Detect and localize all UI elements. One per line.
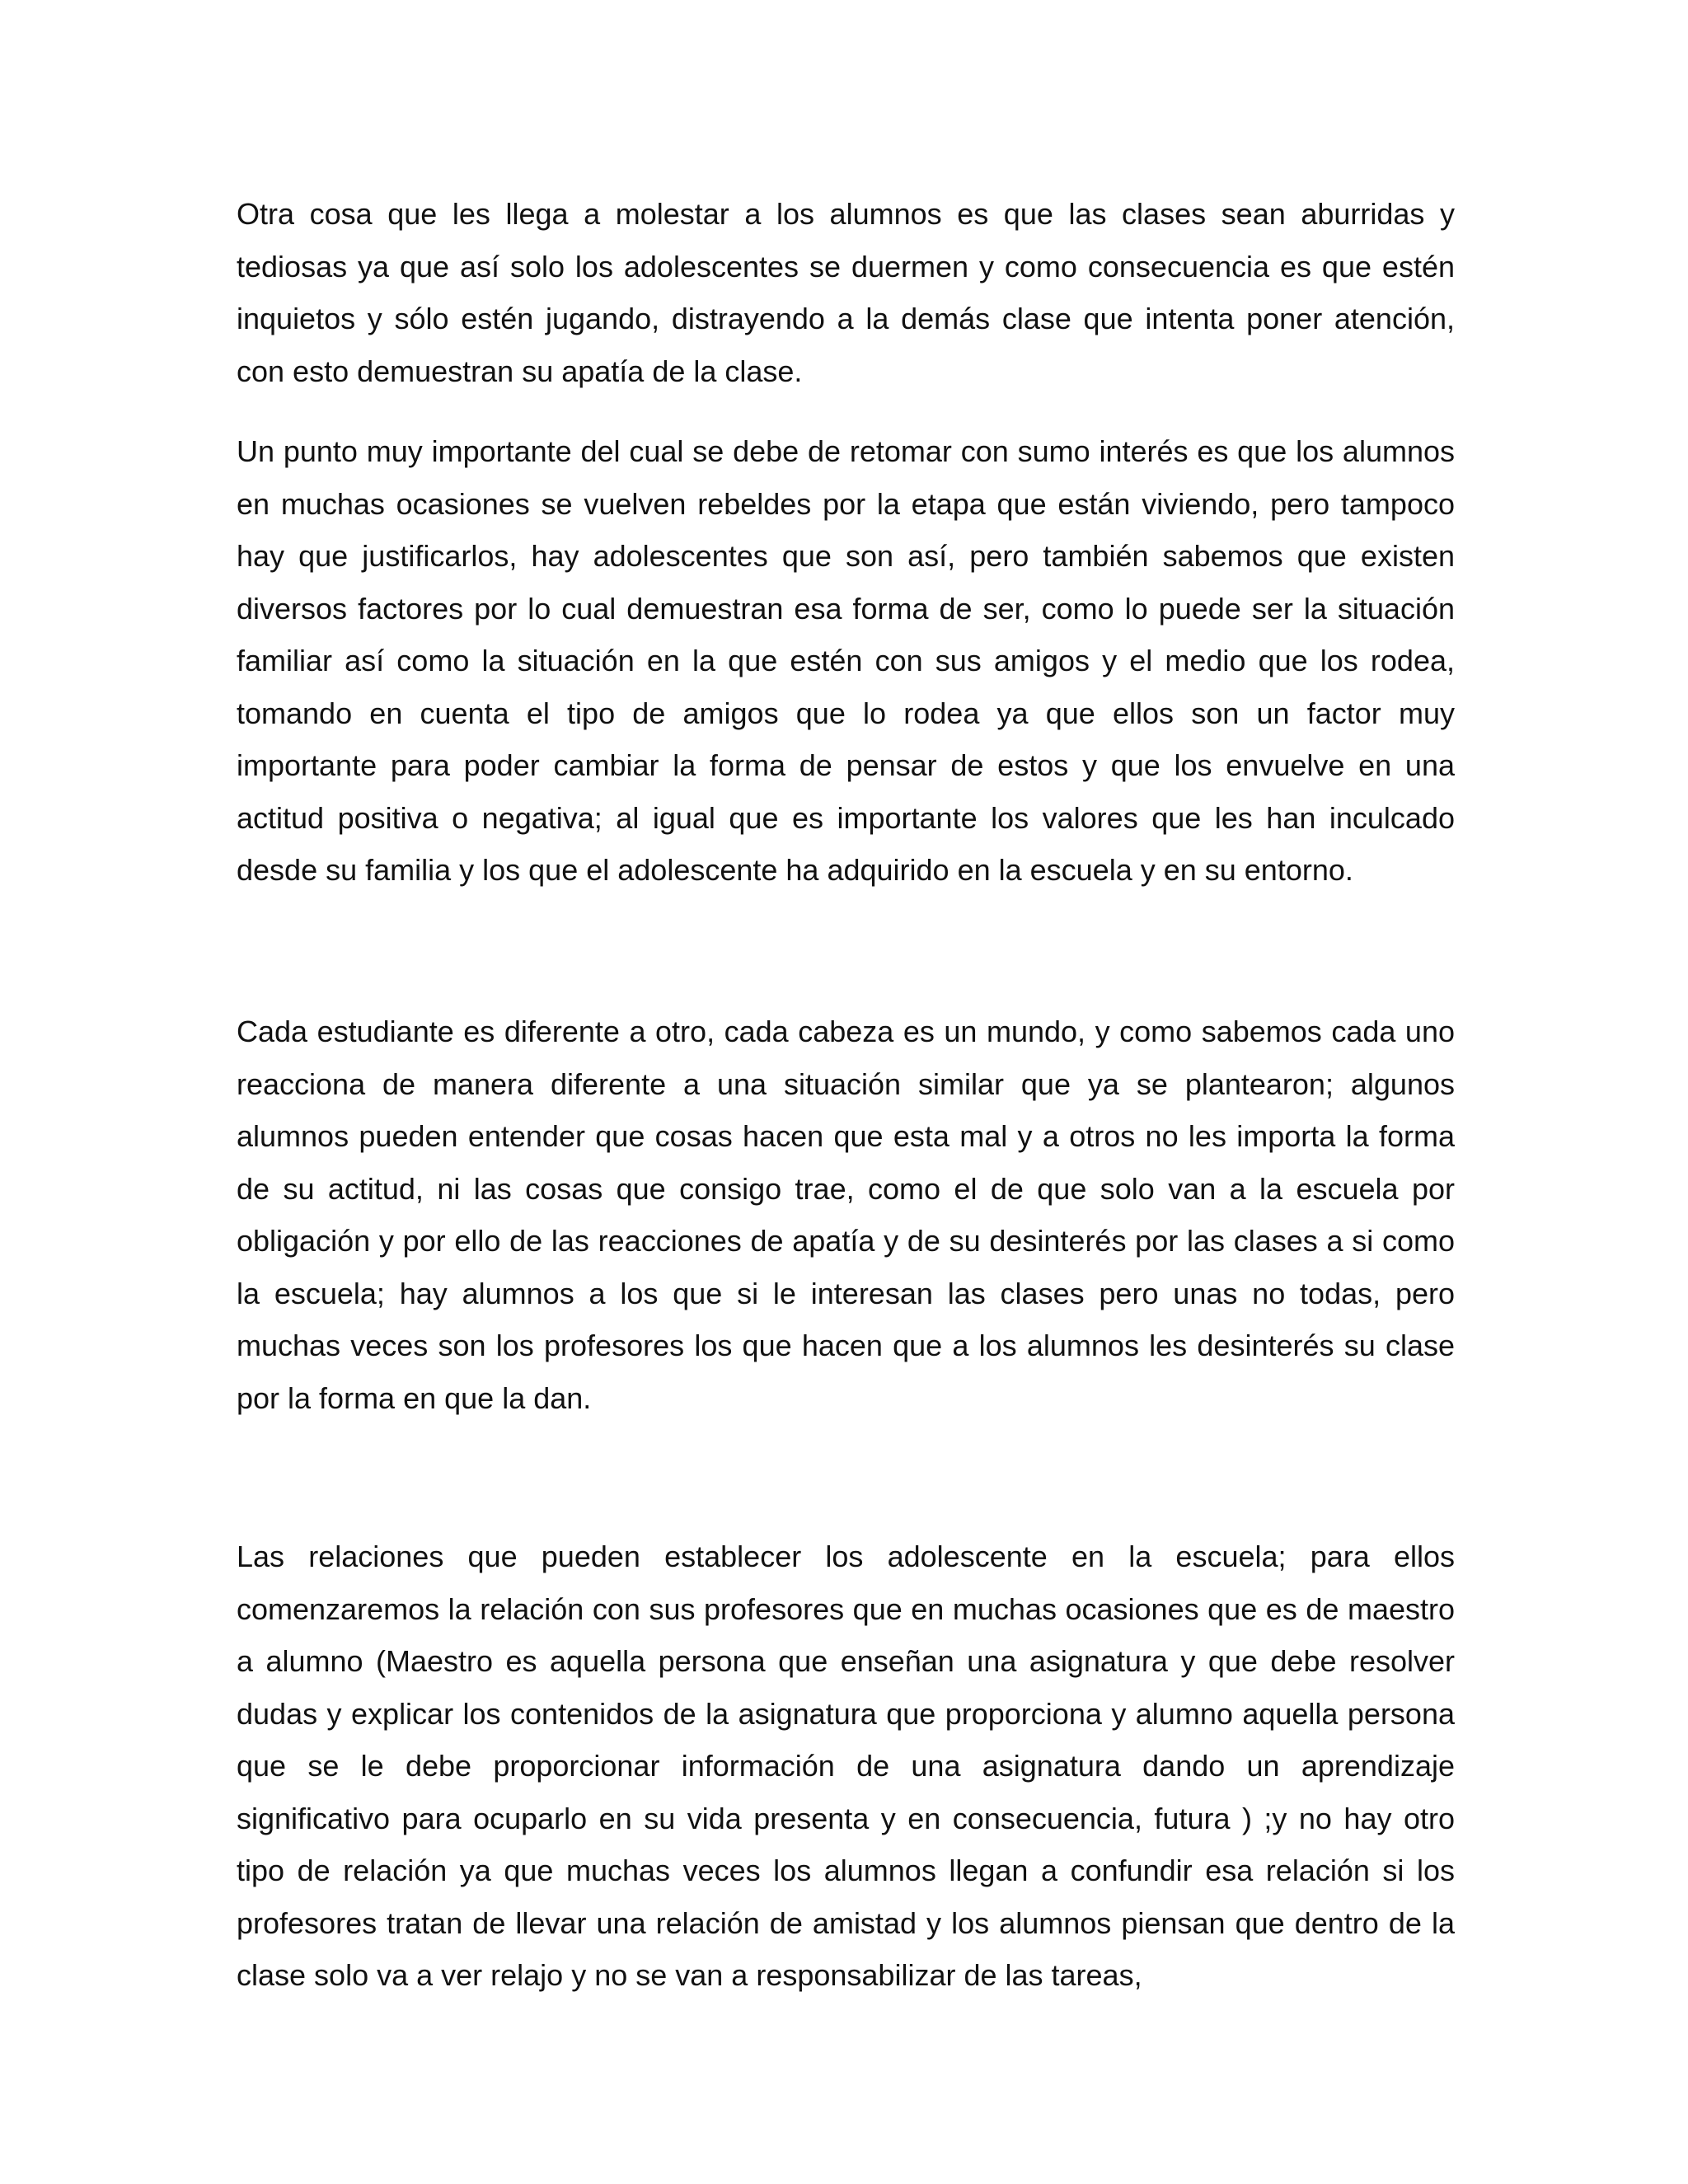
paragraph-2: Un punto muy importante del cual se debe de retomar con sumo interés es que los alumnos en muchas ocasiones se vuelven rebeldes por la etapa que están viviendo, pero tampoco hay que justificarlos, hay adolescentes que son así, pero también sabemos que existen diversos factores por lo cual demuestran esa forma de ser, como lo puede ser la situación familiar así como la situación en la que estén con sus amigos y el medio que los rodea, tomando en cuenta el tipo de amigos que lo rodea ya que ellos son un factor muy importante para poder cambiar la forma de pensar de estos y que los envuelve en una actitud positiva o negativa; al igual que es importante los valores que les han inculcado desde su familia y los que el adolescente ha adquirido en la escuela y en su entorno. [237, 434, 1455, 887]
paragraph-3: Cada estudiante es diferente a otro, cada cabeza es un mundo, y como sabemos cada uno reacciona de manera diferente a una situación similar que ya se plantearon; algunos alumnos pueden entender que cosas hacen que esta mal y a otros no les importa la forma de su actitud, ni las cosas que consigo trae, como el de que solo van a la escuela por obligación y por ello de las reacciones de apatía y de su desinterés por las clases a si como la escuela; hay alumnos a los que si le interesan las clases pero unas no todas, pero muchas veces son los profesores los que hacen que a los alumnos les desinterés su clase por la forma en que la dan. [237, 1015, 1455, 1415]
paragraph-1: Otra cosa que les llega a molestar a los alumnos es que las clases sean aburridas y tediosas ya que así solo los adolescentes se duermen y como consecuencia es que estén inquietos y sólo estén jugando, distrayendo a la demás clase que intenta poner atención, con esto demuestran su apatía de la clase. [237, 197, 1455, 388]
paragraph-4: Las relaciones que pueden establecer los adolescente en la escuela; para ellos comenzaremos la relación con sus profesores que en muchas ocasiones que es de maestro a alumno (Maestro es aquella persona que enseñan una asignatura y que debe resolver dudas y explicar los contenidos de la asignatura que proporciona y alumno aquella persona que se le debe proporcionar información de una asignatura dando un aprendizaje significativo para ocuparlo en su vida presenta y en consecuencia, futura ) ;y no hay otro tipo de relación ya que muchas veces los alumnos llegan a confundir esa relación si los profesores tratan de llevar una relación de amistad y los alumnos piensan que dentro de la clase solo va a ver relajo y no se van a responsabilizar de las tareas, [237, 1540, 1455, 1992]
